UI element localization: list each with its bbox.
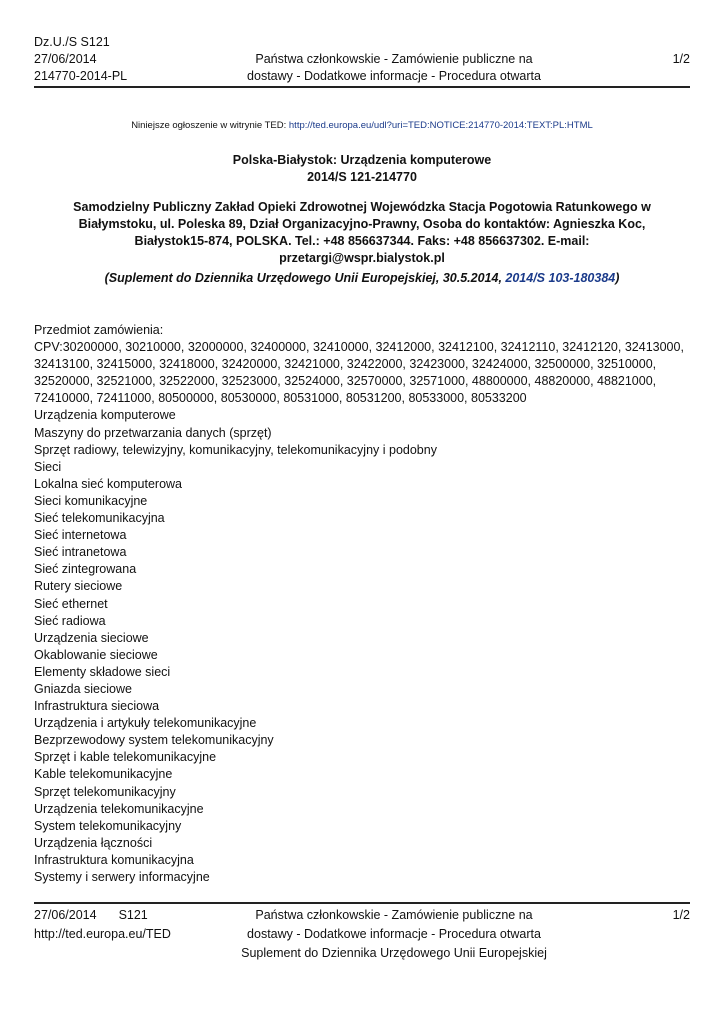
subject-label: Przedmiot zamówienia: <box>34 323 164 337</box>
footer-page-number: 1/2 <box>672 908 690 922</box>
supplement-link[interactable]: 2014/S 103-180384 <box>505 271 616 285</box>
subject-item: Sieć radiowa <box>34 613 106 628</box>
page-header <box>34 34 690 88</box>
ted-notice-line <box>34 120 690 131</box>
subject-item: Sprzęt telekomunikacyjny <box>34 784 176 799</box>
contracting-authority-line3: Białystok15-874, POLSKA. Tel.: +48 856637344. Faks: +48 856637302. E-mail: przetargi@wspr.bialystok.pl <box>134 234 590 265</box>
contracting-authority-line2: Białymstoku, ul. Poleska 89, Dział Organizacyjno-Prawny, Osoba do kontaktów: Agnieszka Koc, <box>78 217 646 231</box>
supplement-prefix: (Suplement do Dziennika Urzędowego Unii Europejskiej, 30.5.2014, <box>104 271 506 285</box>
notice-title-line1: Polska-Białystok: Urządzenia komputerowe <box>232 153 492 167</box>
subject-item: Kable telekomunikacyjne <box>34 767 173 782</box>
subject-item: Sprzęt i kable telekomunikacyjne <box>34 750 217 765</box>
footer-left <box>34 906 171 944</box>
contracting-authority-line1: Samodzielny Publiczny Zakład Opieki Zdrowotnej Wojewódzka Stacja Pogotowia Ratunkowego w <box>73 200 651 214</box>
subject-item: Lokalna sieć komputerowa <box>34 476 182 491</box>
footer-category <box>224 906 564 963</box>
subject-item: Systemy i serwery informacyjne <box>34 870 210 884</box>
header-category <box>224 51 564 85</box>
footer-url[interactable]: http://ted.europa.eu/TED <box>34 927 171 941</box>
subject-item: Urządzenia komputerowe <box>34 408 176 423</box>
subject-section <box>34 322 690 886</box>
footer-line3: Suplement do Dziennika Urzędowego Unii Europejskiej <box>241 946 547 960</box>
page-footer <box>34 902 690 960</box>
ted-notice-link[interactable]: http://ted.europa.eu/udl?uri=TED:NOTICE:214770-2014:TEXT:PL:HTML <box>288 120 593 131</box>
subject-item: System telekomunikacyjny <box>34 818 182 833</box>
contracting-authority <box>60 199 664 267</box>
subject-item: Infrastruktura komunikacyjna <box>34 852 194 867</box>
subject-item: Elementy składowe sieci <box>34 664 171 679</box>
subject-items-list <box>34 407 690 886</box>
subject-item: Rutery sieciowe <box>34 579 123 594</box>
footer-line2: dostawy - Dodatkowe informacje - Procedura otwarta <box>247 927 541 941</box>
footer-line1: Państwa członkowskie - Zamówienie publiczne na <box>255 908 533 922</box>
subject-item: Sieci <box>34 459 62 474</box>
subject-item: Sprzęt radiowy, telewizyjny, komunikacyjny, telekomunikacyjny i podobny <box>34 442 437 457</box>
subject-item: Sieć telekomunikacyjna <box>34 511 165 526</box>
subject-item: Urządzenia sieciowe <box>34 630 149 645</box>
subject-item: Sieć zintegrowana <box>34 562 137 577</box>
subject-item: Bezprzewodowy system telekomunikacyjny <box>34 733 274 748</box>
subject-item: Urządzenia łączności <box>34 835 153 850</box>
supplement-reference <box>34 270 690 287</box>
header-page-number: 1/2 <box>672 52 690 66</box>
header-category-line1: Państwa członkowskie - Zamówienie publiczne na <box>255 52 533 66</box>
subject-item: Urządzenia telekomunikacyjne <box>34 801 204 816</box>
footer-section: S121 <box>118 908 148 922</box>
header-ref: Dz.U./S S121 <box>34 35 110 49</box>
supplement-suffix: ) <box>615 271 620 285</box>
notice-title <box>34 152 690 186</box>
ted-notice-prefix: Niniejsze ogłoszenie w witrynie TED: <box>131 120 289 131</box>
subject-item: Sieć internetowa <box>34 528 127 543</box>
cpv-codes: CPV:30200000, 30210000, 32000000, 32400000, 32410000, 32412000, 32412100, 32412110, 32412120, 32413000, 32413100, 32415000, 32418000, 32420000, 32421000, 32422000, 32423000, 32424000, 32500000, 32510000, 32520000, 32521000, 32522000, 32523000, 32524000, 32570000, 32571000, 48800000, 48820000, 48821000, 72410000, 72411000, 80500000, 80530000, 80531000, 80531200, 80533000, 80533200 <box>34 340 684 406</box>
subject-item: Maszyny do przetwarzania danych (sprzęt) <box>34 425 272 440</box>
header-left <box>34 34 127 85</box>
subject-item: Sieć intranetowa <box>34 545 127 560</box>
subject-item: Urządzenia i artykuły telekomunikacyjne <box>34 716 257 731</box>
footer-date: 27/06/2014 <box>34 908 97 922</box>
subject-item: Sieć ethernet <box>34 596 108 611</box>
subject-item: Gniazda sieciowe <box>34 681 132 696</box>
notice-number: 2014/S 121-214770 <box>307 170 417 184</box>
subject-item: Infrastruktura sieciowa <box>34 699 160 714</box>
header-notice-id: 214770-2014-PL <box>34 69 128 83</box>
subject-item: Sieci komunikacyjne <box>34 493 148 508</box>
header-date: 27/06/2014 <box>34 52 97 66</box>
subject-item: Okablowanie sieciowe <box>34 647 158 662</box>
header-category-line2: dostawy - Dodatkowe informacje - Procedura otwarta <box>247 69 541 83</box>
